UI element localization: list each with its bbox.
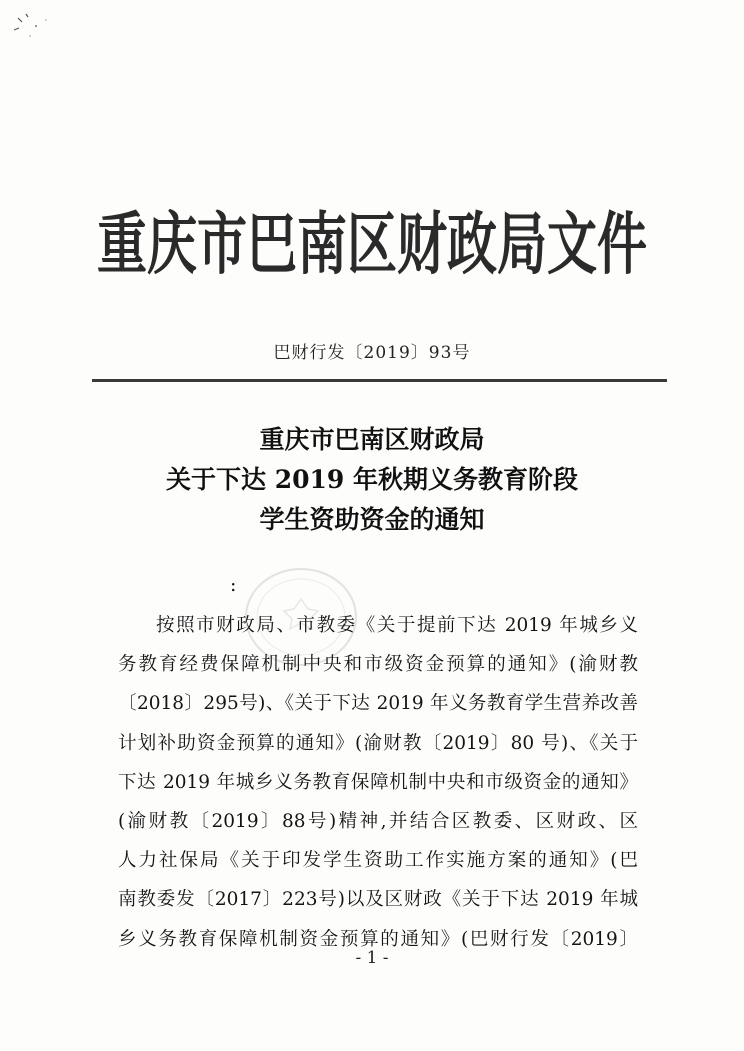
- body-line: 按照市财政局、市教委《关于提前下达 2019 年城乡义: [156, 615, 638, 636]
- body-line: 南教委发〔2017〕223号)以及区财政《关于下达 2019 年城: [118, 889, 638, 911]
- body-line: 人力社保局《关于印发学生资助工作实施方案的通知》(巴: [118, 850, 638, 872]
- title-line: 重庆市巴南区财政局: [259, 425, 485, 454]
- body-line: (渝财教〔2019〕88号)精神,并结合区教委、区财政、区: [118, 811, 638, 833]
- body-line: 〔2018〕295号)、《关于下达 2019 年义务教育学生营养改善: [118, 693, 638, 715]
- body-line: 务教育经费保障机制中央和市级资金预算的通知》(渝财教: [118, 654, 638, 676]
- body-paragraph: [118, 606, 638, 959]
- scan-corner-marks: [6, 8, 66, 58]
- document-title: [0, 420, 744, 540]
- body-line: 计划补助资金预算的通知》(渝财教〔2019〕80 号)、《关于: [118, 732, 638, 754]
- salutation: :: [230, 574, 237, 596]
- page-number: - 1 -: [355, 948, 389, 968]
- issuer-header: 重庆市巴南区财政局文件: [97, 204, 647, 284]
- title-line: 学生资助资金的通知: [259, 505, 485, 534]
- body-line: 乡义务教育保障机制资金预算的通知》(巴财行发〔2019〕: [118, 928, 638, 950]
- body-line: 下达 2019 年城乡义务教育保障机制中央和市级资金的通知》: [118, 771, 638, 793]
- document-number: 巴财行发〔2019〕93号: [273, 343, 471, 363]
- header-divider: [92, 379, 667, 382]
- title-line: 关于下达 2019 年秋期义务教育阶段: [166, 465, 578, 494]
